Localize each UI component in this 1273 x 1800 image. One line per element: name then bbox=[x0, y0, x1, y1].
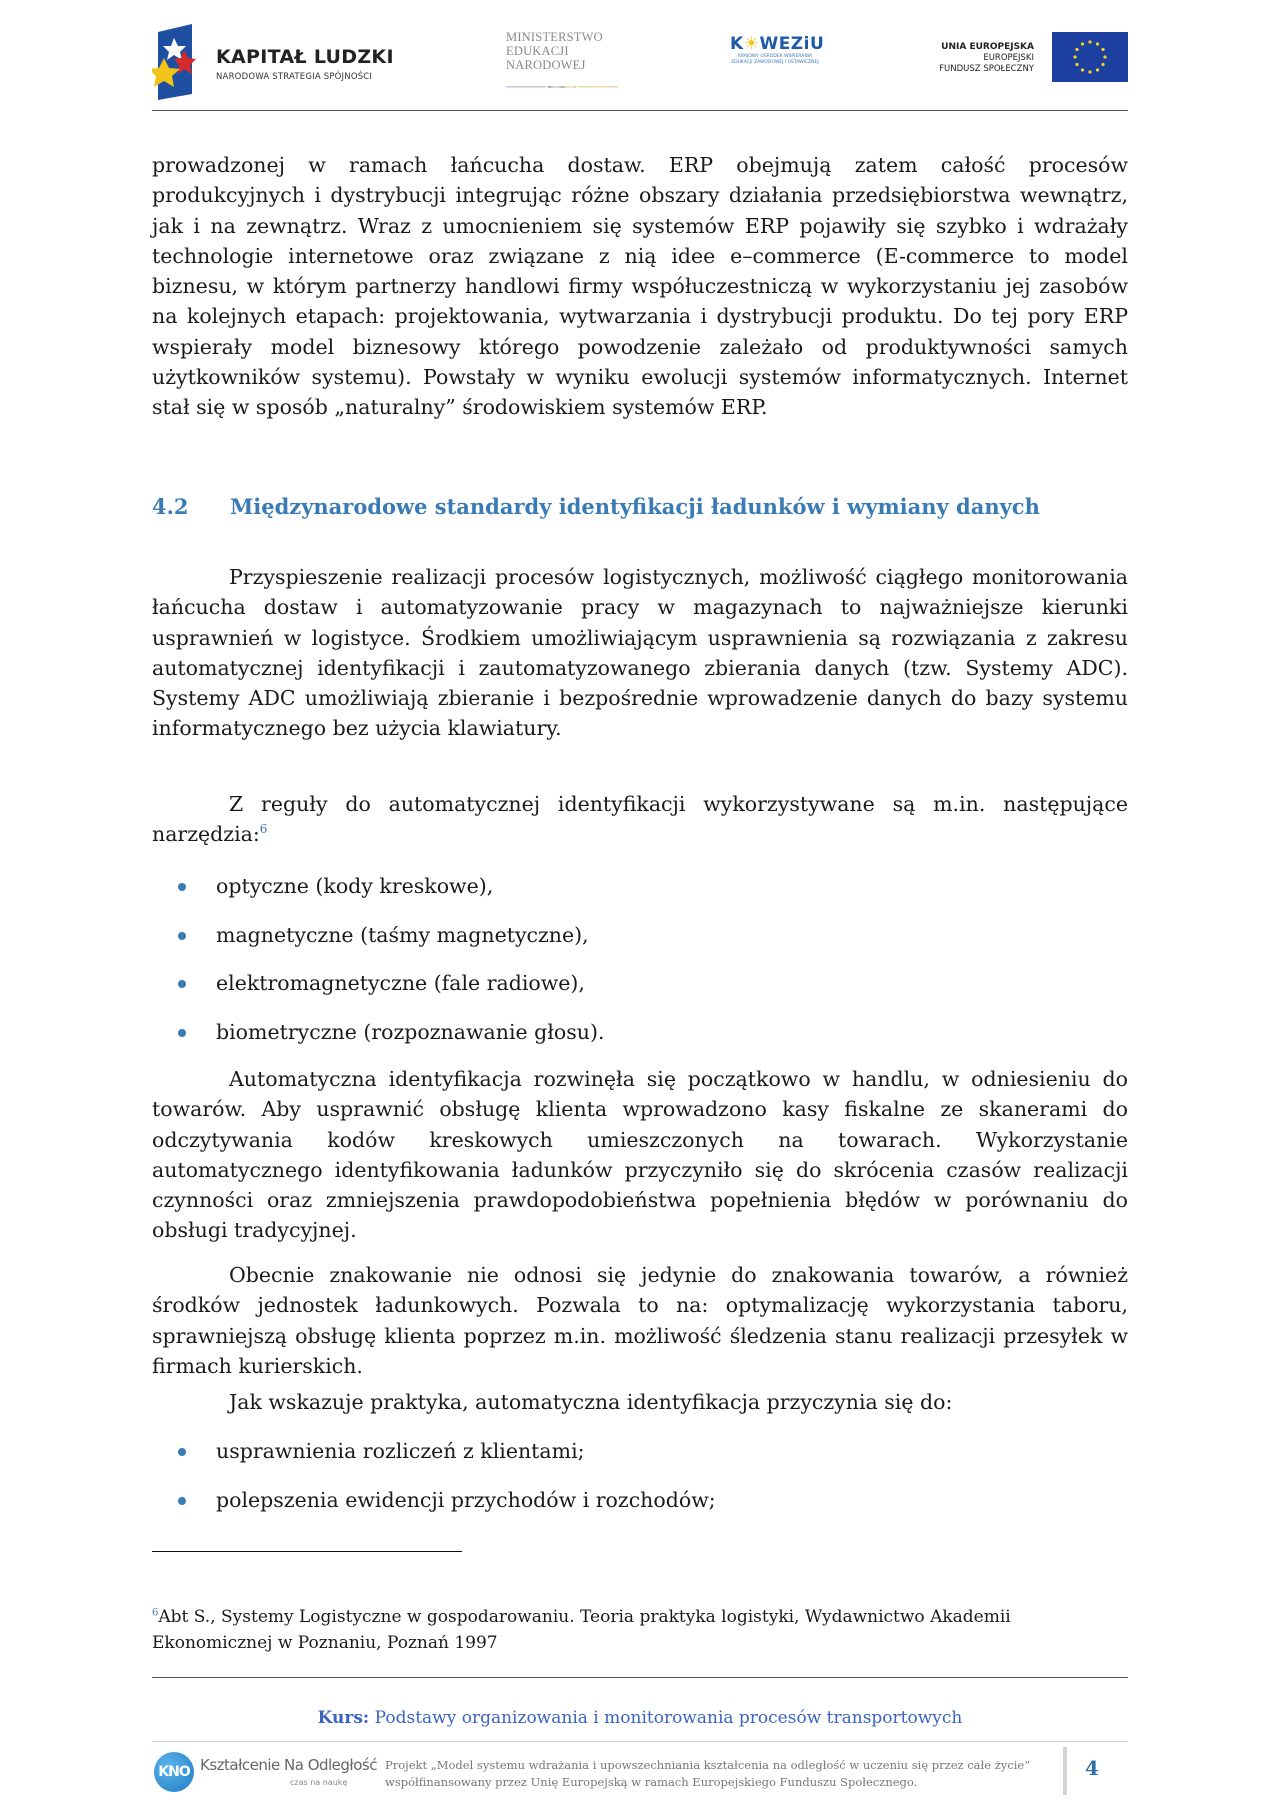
kno-logo-title: Kształcenie Na Odległość bbox=[200, 1756, 377, 1774]
kno-logo-tagline: czas na naukę bbox=[290, 1778, 348, 1787]
kapital-ludzki-subtitle: NARODOWA STRATEGIA SPÓJNOŚCI bbox=[216, 72, 373, 82]
list-item-text: optyczne (kody kreskowe), bbox=[216, 874, 494, 898]
list-item bbox=[152, 1017, 1128, 1047]
paragraph-block-marking bbox=[152, 1260, 1128, 1381]
page-number-separator bbox=[1063, 1747, 1067, 1795]
bullet-icon bbox=[178, 1448, 186, 1456]
bullet-icon bbox=[178, 1029, 186, 1037]
page-header bbox=[152, 14, 1128, 104]
kno-logo-icon: KNO bbox=[154, 1752, 194, 1792]
list-item-text: polepszenia ewidencji przychodów i rozchodów; bbox=[216, 1487, 716, 1512]
footnote bbox=[152, 1604, 1128, 1656]
footnote-number: 6 bbox=[152, 1607, 159, 1619]
list-item-text: biometryczne (rozpoznawanie głosu). bbox=[216, 1019, 605, 1044]
paragraph-tools-intro bbox=[152, 789, 1128, 850]
bullet-icon bbox=[178, 1497, 186, 1505]
bullet-icon bbox=[178, 980, 186, 988]
ministerstwo-logo bbox=[506, 30, 626, 100]
bullet-icon bbox=[178, 883, 186, 891]
ministerstwo-pen-icon bbox=[506, 86, 618, 88]
list-item-text: usprawnienia rozliczeń z klientami; bbox=[216, 1439, 585, 1463]
footnote-text: Abt S., Systemy Logistyczne w gospodarowaniu. Teoria praktyka logistyki, Wydawnictwo Akademii Ekonomicznej w Poznaniu, Poznań 1997 bbox=[152, 1607, 1011, 1653]
footer-divider-light bbox=[152, 1741, 1128, 1742]
unia-europejska-text bbox=[926, 42, 1034, 102]
body-continuation bbox=[152, 150, 1128, 423]
eu-flag-icon bbox=[1052, 32, 1128, 82]
bullet-icon bbox=[178, 932, 186, 940]
project-line-2: współfinansowany przez Unię Europejską w ramach Europejskiego Funduszu Społecznego. bbox=[385, 1775, 918, 1789]
paragraph-block-tools bbox=[152, 789, 1128, 850]
ksztalcenie-na-odleglosc-logo bbox=[152, 1750, 377, 1794]
header-divider bbox=[152, 110, 1128, 111]
list-item-text: elektromagnetyczne (fale radiowe), bbox=[216, 971, 585, 995]
paragraph-adc: Przyspieszenie realizacji procesów logistycznych, możliwość ciągłego monitorowania łańcucha dostaw i automatyzowanie pracy w magazynach to najważniejsze kierunki usprawnień w logistyce. Środkiem umożliwiającym usprawnienia są rozwiązania z zakresu automatycznej identyfikacji i zautomatyzowanego zbierania danych (tzw. Systemy ADC). Systemy ADC umożliwiają zbieranie i bezpośrednie wprowadzenie danych do bazy systemu informatycznego bez użycia klawiatury. bbox=[152, 565, 1128, 741]
footnote-ref[interactable]: 6 bbox=[259, 822, 268, 837]
ministerstwo-line2: EDUKACJI bbox=[506, 44, 569, 58]
tools-list bbox=[152, 871, 1128, 1047]
ministerstwo-line1: MINISTERSTWO bbox=[506, 30, 603, 44]
koweziu-rest: WEZiU bbox=[759, 34, 825, 54]
paragraph-history: Automatyczna identyfikacja rozwinęła się początkowo w handlu, w odniesieniu do towarów. Aby usprawnić obsługę klienta wprowadzono kasy fiskalne ze skanerami do odczytywania kodów kreskowych umieszczonych na towarach. Wykorzystanie automatycznego identyfikowania ładunków przyczyniło się do skrócenia czasów realizacji czynności oraz zmniejszenia prawdopodobieństwa popełnienia błędów w porównaniu do obsługi tradycyjnej. bbox=[152, 1067, 1128, 1243]
sun-icon: ☀ bbox=[743, 34, 760, 54]
list-item bbox=[152, 1485, 1128, 1515]
section-title: Międzynarodowe standardy identyfikacji ładunków i wymiany danych bbox=[230, 494, 1040, 519]
unia-line1: UNIA EUROPEJSKA bbox=[941, 42, 1034, 52]
koweziu-logo bbox=[730, 34, 840, 104]
koweziu-title bbox=[730, 34, 840, 54]
paragraph-marking: Obecnie znakowanie nie odnosi się jedynie do znakowania towarów, a również środków jednostek ładunkowych. Pozwala to na: optymalizację wykorzystania taboru, sprawniejszą obsługę klienta poprzez m.in. możliwość śledzenia stanu realizacji przesyłek w firmach kurierskich. bbox=[152, 1263, 1128, 1378]
unia-line3: FUNDUSZ SPOŁECZNY bbox=[939, 64, 1034, 74]
project-info bbox=[385, 1757, 1045, 1791]
list-item bbox=[152, 920, 1128, 950]
unia-line2: EUROPEJSKI bbox=[983, 53, 1034, 63]
section-heading bbox=[152, 494, 1040, 519]
list-item bbox=[152, 968, 1128, 998]
koweziu-subtitle-1: KRAJOWY OŚRODEK WSPIERANIA bbox=[737, 54, 813, 59]
list-item bbox=[152, 871, 1128, 901]
list-item bbox=[152, 1436, 1128, 1466]
page-number: 4 bbox=[1085, 1756, 1099, 1780]
ministerstwo-line3: NARODOWEJ bbox=[506, 58, 586, 72]
section-number: 4.2 bbox=[152, 494, 189, 519]
footnote-separator bbox=[152, 1551, 462, 1552]
paragraph-block-history bbox=[152, 1064, 1128, 1246]
course-title-line bbox=[152, 1708, 1128, 1728]
paragraph-block-practice bbox=[152, 1387, 1128, 1417]
paragraph-erp: prowadzonej w ramach łańcucha dostaw. ERP obejmują zatem całość procesów produkcyjnych i dystrybucji integrując różne obszary działania przedsiębiorstwa wewnątrz, jak i na zewnątrz. Wraz z umocnieniem się systemów ERP pojawiły się szybko i wdrażały technologie internetowe oraz związane z nią idee e–commerce (E-commerce to model biznesu, w którym partnerzy handlowi firmy współuczestniczą w wykorzystaniu jej zasobów na kolejnych etapach: projektowania, wytwarzania i dystrybucji produktu. Do tej pory ERP wspierały model biznesowy którego powodzenie zależało od produktywności samych użytkowników systemu). Powstały w wyniku ewolucji systemów informatycznych. Internet stał się w sposób „naturalny” środowiskiem systemów ERP. bbox=[152, 153, 1128, 420]
paragraph-practice: Jak wskazuje praktyka, automatyczna identyfikacja przyczynia się do: bbox=[229, 1390, 953, 1414]
kapital-ludzki-logo bbox=[152, 20, 412, 100]
paragraph-tools-text: Z reguły do automatycznej identyfikacji wykorzystywane są m.in. następujące narzędzia: bbox=[152, 792, 1128, 847]
list-item-text: magnetyczne (taśmy magnetyczne), bbox=[216, 922, 589, 947]
paragraph-block-adc bbox=[152, 562, 1128, 744]
course-label: Kurs: bbox=[317, 1708, 370, 1728]
footer-divider bbox=[152, 1677, 1128, 1678]
kapital-ludzki-title: KAPITAŁ LUDZKI bbox=[216, 46, 394, 68]
koweziu-subtitle-2: EDUKACJI ZAWODOWEJ I USTAWICZNEJ bbox=[731, 60, 819, 65]
course-title: Podstawy organizowania i monitorowania procesów transportowych bbox=[374, 1708, 963, 1728]
kapital-ludzki-flag-icon bbox=[152, 24, 196, 100]
koweziu-k: K bbox=[730, 34, 744, 54]
project-line-1: Projekt „Model systemu wdrażania i upowszechniania kształcenia na odległość w uczeniu się przez całe życie” bbox=[385, 1758, 1031, 1772]
benefits-list bbox=[152, 1436, 1128, 1515]
